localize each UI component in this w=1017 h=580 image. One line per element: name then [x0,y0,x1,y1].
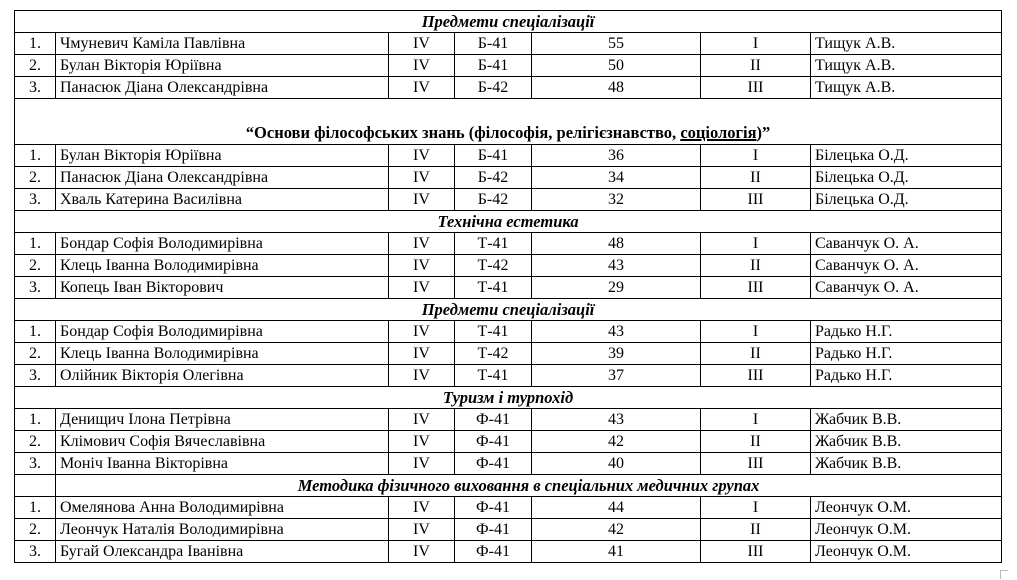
place-cell: I [701,33,811,55]
results-table-body [15,11,1002,563]
num-cell: 2. [15,519,56,541]
num-cell: 2. [15,55,56,77]
num-cell: 3. [15,453,56,475]
name-cell: Клець Іванна Володимирівна [56,255,389,277]
place-cell: I [701,409,811,431]
num-cell: 2. [15,167,56,189]
table-row [15,497,1002,519]
empty-number-cell [15,475,56,497]
table-row [15,233,1002,255]
course-cell: IV [389,343,455,365]
teacher-cell: Саванчук О. А. [811,233,1002,255]
table-row [15,519,1002,541]
num-cell: 1. [15,145,56,167]
teacher-cell: Леончук О.М. [811,519,1002,541]
teacher-cell: Саванчук О. А. [811,255,1002,277]
teacher-cell: Жабчик В.В. [811,453,1002,475]
place-cell: I [701,321,811,343]
teacher-cell: Жабчик В.В. [811,409,1002,431]
score-cell: 39 [532,343,701,365]
score-cell: 50 [532,55,701,77]
course-cell: IV [389,321,455,343]
name-cell: Клець Іванна Володимирівна [56,343,389,365]
section-title: Технічна естетика [15,211,1002,233]
score-cell: 36 [532,145,701,167]
num-cell: 3. [15,365,56,387]
name-cell: Бондар Софія Володимирівна [56,233,389,255]
num-cell: 1. [15,321,56,343]
course-cell: IV [389,189,455,211]
table-row [15,145,1002,167]
place-cell: II [701,431,811,453]
place-cell: II [701,343,811,365]
course-cell: IV [389,541,455,563]
score-cell: 55 [532,33,701,55]
name-cell: Бугай Олександра Іванівна [56,541,389,563]
course-cell: IV [389,431,455,453]
group-cell: Б-41 [455,55,532,77]
table-row [15,33,1002,55]
score-cell: 43 [532,321,701,343]
course-cell: IV [389,77,455,99]
section-title-underlined-text: соціологія [680,123,757,142]
table-row [15,277,1002,299]
section-title-suffix: )” [756,123,771,142]
table-row [15,409,1002,431]
course-cell: IV [389,167,455,189]
name-cell: Панасюк Діана Олександрівна [56,77,389,99]
teacher-cell: Жабчик В.В. [811,431,1002,453]
course-cell: IV [389,233,455,255]
section-title: Предмети спеціалізації [15,299,1002,321]
document-end-marker [1000,570,1008,579]
name-cell: Хваль Катерина Василівна [56,189,389,211]
name-cell: Булан Вікторія Юріївна [56,55,389,77]
name-cell: Омелянова Анна Володимирівна [56,497,389,519]
place-cell: III [701,277,811,299]
course-cell: IV [389,255,455,277]
score-cell: 43 [532,255,701,277]
section-header-row [15,99,1002,145]
course-cell: IV [389,33,455,55]
course-cell: IV [389,277,455,299]
num-cell: 3. [15,189,56,211]
place-cell: I [701,145,811,167]
place-cell: II [701,167,811,189]
group-cell: Т-42 [455,343,532,365]
group-cell: Ф-41 [455,453,532,475]
name-cell: Копець Іван Вікторович [56,277,389,299]
score-cell: 48 [532,233,701,255]
table-row [15,255,1002,277]
num-cell: 3. [15,541,56,563]
teacher-cell: Радько Н.Г. [811,343,1002,365]
place-cell: II [701,255,811,277]
num-cell: 2. [15,255,56,277]
score-cell: 40 [532,453,701,475]
place-cell: III [701,77,811,99]
score-cell: 42 [532,519,701,541]
section-title: Методика фізичного виховання в спеціальних медичних групах [56,475,1002,497]
teacher-cell: Тищук А.В. [811,55,1002,77]
group-cell: Т-41 [455,233,532,255]
section-title-text: “Основи філософських знань (філософія, релігієзнавство, [245,123,681,142]
name-cell: Клімович Софія Вячеславівна [56,431,389,453]
section-title [15,99,1002,145]
num-cell: 1. [15,33,56,55]
table-row [15,365,1002,387]
teacher-cell: Тищук А.В. [811,33,1002,55]
table-row [15,541,1002,563]
score-cell: 34 [532,167,701,189]
place-cell: I [701,233,811,255]
num-cell: 1. [15,409,56,431]
score-cell: 44 [532,497,701,519]
name-cell: Булан Вікторія Юріївна [56,145,389,167]
table-row [15,343,1002,365]
group-cell: Т-42 [455,255,532,277]
score-cell: 32 [532,189,701,211]
num-cell: 1. [15,233,56,255]
place-cell: III [701,453,811,475]
num-cell: 1. [15,497,56,519]
teacher-cell: Леончук О.М. [811,541,1002,563]
section-title: Предмети спеціалізації [15,11,1002,33]
group-cell: Т-41 [455,365,532,387]
table-row [15,77,1002,99]
group-cell: Б-42 [455,167,532,189]
group-cell: Б-41 [455,33,532,55]
group-cell: Ф-41 [455,409,532,431]
name-cell: Бондар Софія Володимирівна [56,321,389,343]
table-row [15,431,1002,453]
name-cell: Чмуневич Каміла Павлівна [56,33,389,55]
table-row [15,321,1002,343]
section-header-row [15,387,1002,409]
name-cell: Денищич Ілона Петрівна [56,409,389,431]
teacher-cell: Білецька О.Д. [811,189,1002,211]
section-header-row [15,475,1002,497]
name-cell: Леончук Наталія Володимирівна [56,519,389,541]
num-cell: 3. [15,77,56,99]
teacher-cell: Радько Н.Г. [811,365,1002,387]
score-cell: 37 [532,365,701,387]
course-cell: IV [389,145,455,167]
teacher-cell: Білецька О.Д. [811,145,1002,167]
section-header-row [15,11,1002,33]
score-cell: 29 [532,277,701,299]
place-cell: III [701,541,811,563]
course-cell: IV [389,497,455,519]
group-cell: Т-41 [455,277,532,299]
num-cell: 3. [15,277,56,299]
place-cell: III [701,189,811,211]
section-title: Туризм і турпохід [15,387,1002,409]
score-cell: 48 [532,77,701,99]
place-cell: II [701,519,811,541]
table-row [15,189,1002,211]
course-cell: IV [389,453,455,475]
group-cell: Ф-41 [455,519,532,541]
table-row [15,55,1002,77]
score-cell: 43 [532,409,701,431]
group-cell: Ф-41 [455,541,532,563]
section-header-row [15,299,1002,321]
place-cell: III [701,365,811,387]
teacher-cell: Радько Н.Г. [811,321,1002,343]
group-cell: Б-42 [455,77,532,99]
course-cell: IV [389,55,455,77]
teacher-cell: Білецька О.Д. [811,167,1002,189]
group-cell: Б-42 [455,189,532,211]
teacher-cell: Саванчук О. А. [811,277,1002,299]
group-cell: Б-41 [455,145,532,167]
name-cell: Моніч Іванна Вікторівна [56,453,389,475]
results-table [14,10,1002,563]
table-row [15,453,1002,475]
name-cell: Олійник Вікторія Олегівна [56,365,389,387]
place-cell: II [701,55,811,77]
group-cell: Т-41 [455,321,532,343]
group-cell: Ф-41 [455,497,532,519]
score-cell: 41 [532,541,701,563]
place-cell: I [701,497,811,519]
score-cell: 42 [532,431,701,453]
teacher-cell: Тищук А.В. [811,77,1002,99]
group-cell: Ф-41 [455,431,532,453]
num-cell: 2. [15,343,56,365]
teacher-cell: Леончук О.М. [811,497,1002,519]
name-cell: Панасюк Діана Олександрівна [56,167,389,189]
section-header-row [15,211,1002,233]
course-cell: IV [389,365,455,387]
course-cell: IV [389,519,455,541]
table-row [15,167,1002,189]
num-cell: 2. [15,431,56,453]
course-cell: IV [389,409,455,431]
